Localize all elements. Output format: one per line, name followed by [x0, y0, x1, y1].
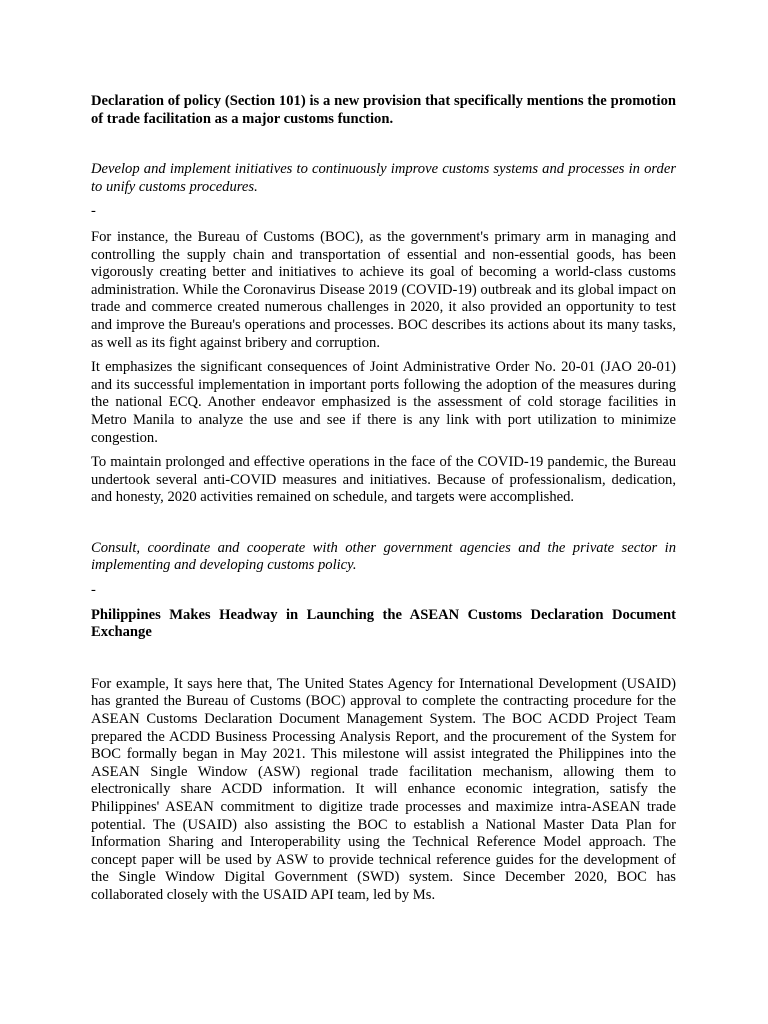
dash-separator-1: -	[91, 203, 96, 220]
body-paragraph-2: It emphasizes the significant consequences of Joint Administrative Order No. 20-01 (JAO 20-01) and its successful implementation in important ports following the adoption of the measures during the national ECQ. Another endeavor emphasized is the assessment of cold storage facilities in Metro Manila to analyze the use and see if there is any link with port utilization to minimize congestion.	[91, 359, 676, 446]
body-paragraph-4: For example, It says here that, The United States Agency for International Development (USAID) has granted the Bureau of Customs (BOC) approval to complete the contracting procedure for the ASEAN Customs Declaration Document Management System. The BOC ACDD Project Team prepared the ACDD Business Processing Analysis Report, and the procurement of the System for BOC formally began in May 2021. This milestone will assist integrated the Philippines into the ASEAN Single Window (ASW) regional trade facilitation mechanism, allowing them to electronically share ACDD information. It will enhance economic integration, satisfy the Philippines' ASEAN commitment to digitize trade processes and maximize intra-ASEAN trade potential. The (USAID) also assisting the BOC to establish a National Master Data Plan for Information Sharing and Interoperability using the Technical Reference Model approach. The concept paper will be used by ASW to provide technical reference guides for the development of the Single Window Digital Government (SWD) system. Since December 2020, BOC has collaborated closely with the USAID API team, led by Ms.	[91, 675, 676, 903]
body-paragraph-3: To maintain prolonged and effective operations in the face of the COVID-19 pandemic, the Bureau undertook several anti-COVID measures and initiatives. Because of professionalism, dedication, and honesty, 2020 activities remained on schedule, and targets were accomplished.	[91, 454, 676, 506]
objective-statement-1: Develop and implement initiatives to continuously improve customs systems and processes in order to unify customs procedures.	[91, 161, 676, 195]
body-paragraph-1: For instance, the Bureau of Customs (BOC), as the government's primary arm in managing and controlling the supply chain and transportation of essential and non-essential goods, has been vigorously creating better and initiatives to achieve its goal of becoming a world-class customs administration. While the Coronavirus Disease 2019 (COVID-19) outbreak and its global impact on trade and commerce created numerous challenges in 2020, it also provided an opportunity to test and improve the Bureau's operations and processes. BOC describes its actions about its many tasks, as well as its fight against bribery and corruption.	[91, 228, 676, 351]
section-heading-declaration-of-policy: Declaration of policy (Section 101) is a new provision that specifically mentions the promotion of trade facilitation as a major customs function.	[91, 93, 676, 127]
document-page	[91, 93, 676, 905]
objective-statement-2: Consult, coordinate and cooperate with other government agencies and the private sector in implementing and developing customs policy.	[91, 539, 676, 574]
section-heading-asean-customs: Philippines Makes Headway in Launching the ASEAN Customs Declaration Document Exchange	[91, 606, 676, 641]
dash-separator-2: -	[91, 582, 96, 599]
